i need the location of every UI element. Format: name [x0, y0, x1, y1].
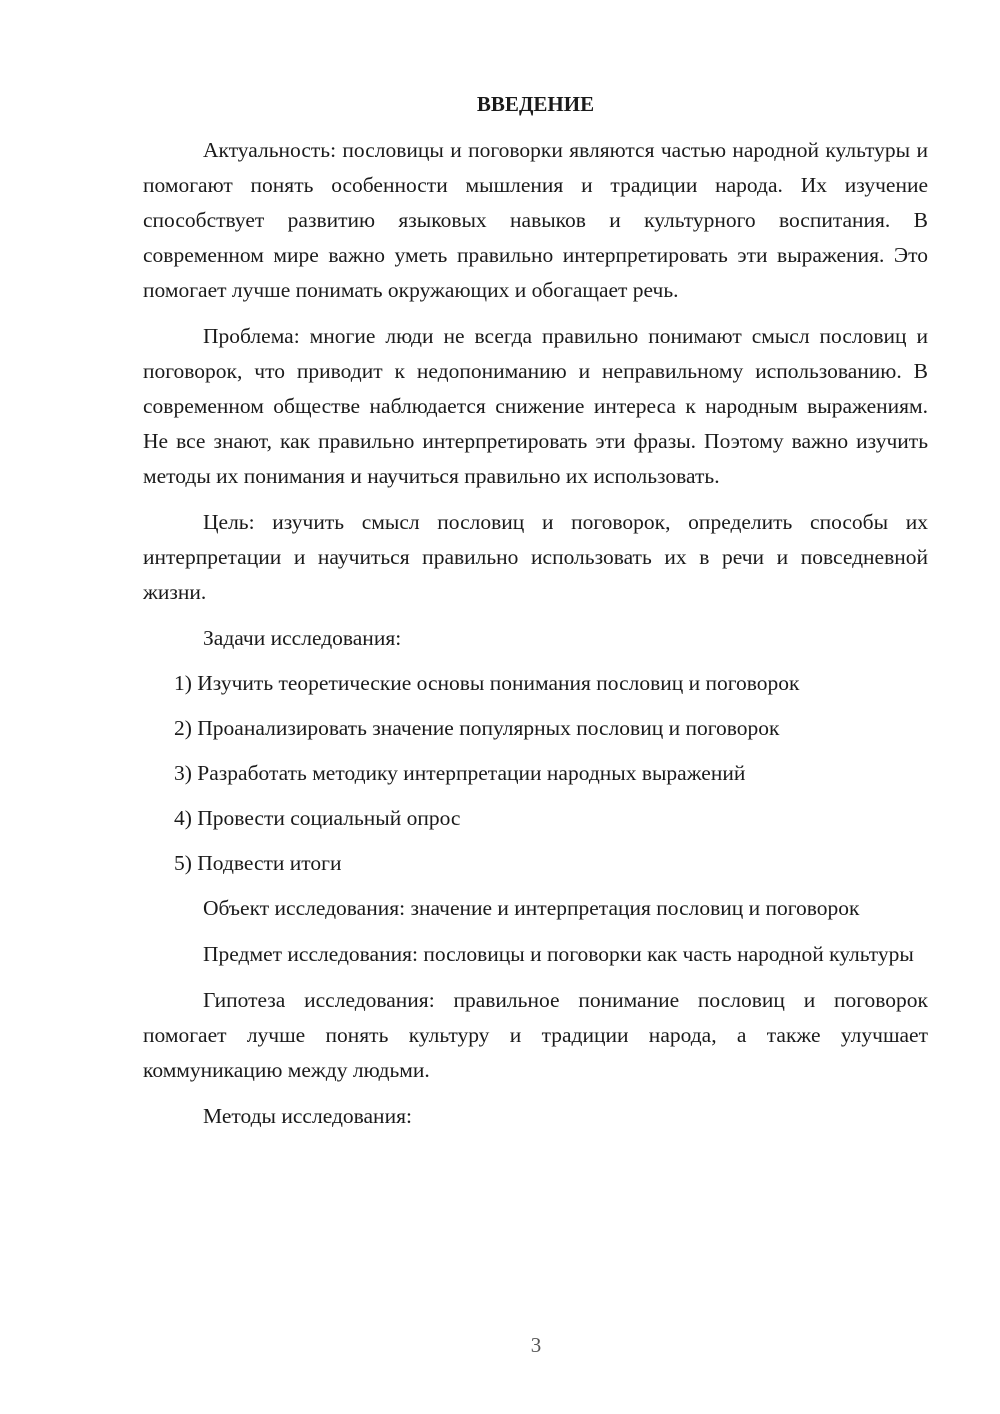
- problem-paragraph: Проблема: многие люди не всегда правильно понимают смысл пословиц и поговорок, что приводит к недопониманию и неправильному использованию. В современном обществе наблюдается снижение интереса к народным выражениям. Не все знают, как правильно интерпретировать эти фразы. Поэтому важно изучить методы их понимания и научиться правильно их использовать.: [143, 324, 928, 488]
- tasks-list: [143, 666, 928, 881]
- object-paragraph: Объект исследования: значение и интерпретация пословиц и поговорок: [203, 896, 860, 920]
- task-item: 2) Проанализировать значение популярных пословиц и поговорок: [174, 716, 780, 740]
- methods-title: Методы исследования:: [203, 1104, 412, 1128]
- document-page: [143, 92, 928, 1144]
- hypothesis-paragraph: Гипотеза исследования: правильное понимание пословиц и поговорок помогает лучше понять культуру и традиции народа, а также улучшает коммуникацию между людьми.: [143, 988, 928, 1082]
- task-item: 3) Разработать методику интерпретации народных выражений: [174, 761, 746, 785]
- subject-paragraph: Предмет исследования: пословицы и поговорки как часть народной культуры: [203, 942, 914, 966]
- page-number: 3: [530, 1333, 542, 1357]
- task-item: 1) Изучить теоретические основы понимания пословиц и поговорок: [174, 671, 800, 695]
- task-item: 5) Подвести итоги: [174, 851, 342, 875]
- goal-paragraph: Цель: изучить смысл пословиц и поговорок, определить способы их интерпретации и научиться правильно использовать их в речи и повседневной жизни.: [143, 510, 928, 604]
- section-heading: ВВЕДЕНИЕ: [476, 92, 595, 116]
- relevance-paragraph: Актуальность: пословицы и поговорки являются частью народной культуры и помогают понять особенности мышления и традиции народа. Их изучение способствует развитию языковых навыков и культурного воспитания. В современном мире важно уметь правильно интерпретировать эти выражения. Это помогает лучше понимать окружающих и обогащает речь.: [143, 138, 928, 302]
- tasks-title: Задачи исследования:: [203, 626, 402, 650]
- task-item: 4) Провести социальный опрос: [174, 806, 461, 830]
